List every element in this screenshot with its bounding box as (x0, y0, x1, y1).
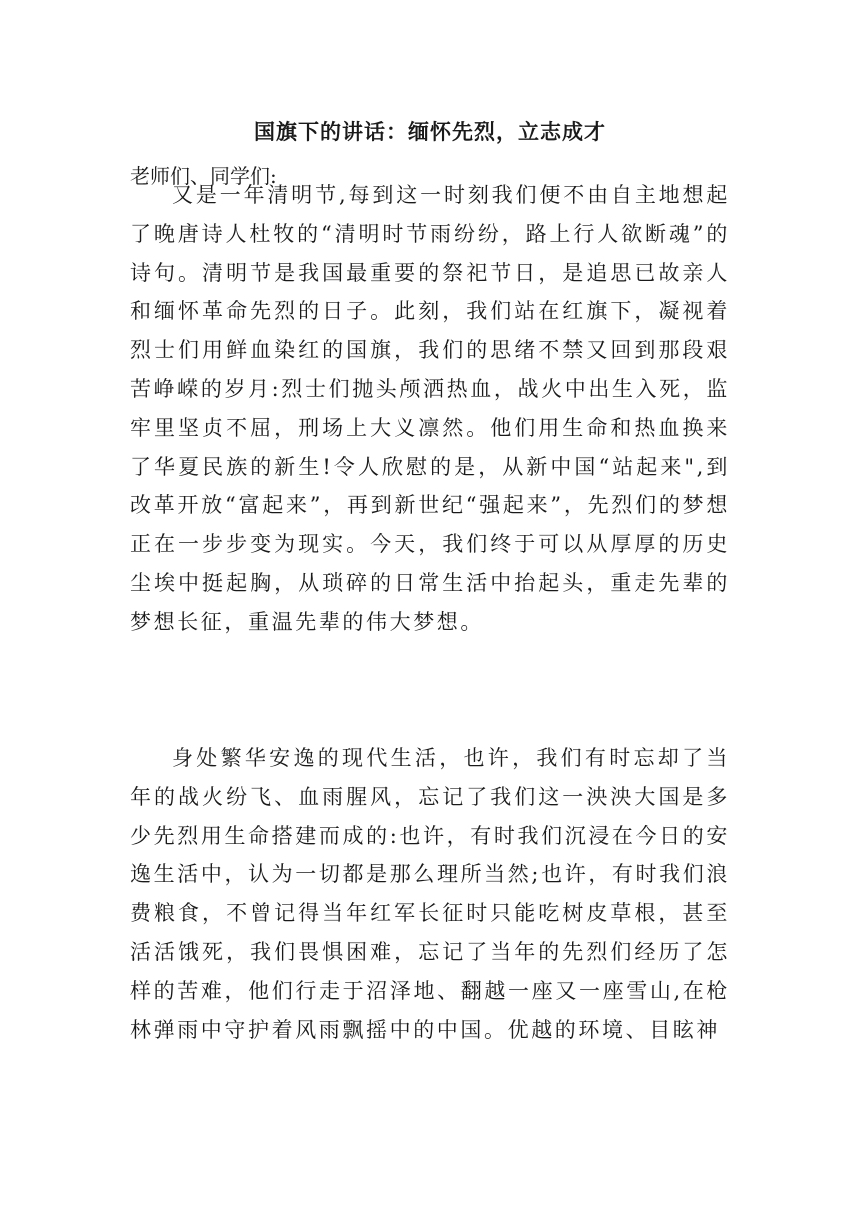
speech-title: 国旗下的讲话：缅怀先烈，立志成才 (254, 120, 606, 144)
paragraph-1: 又是一年清明节,每到这一时刻我们便不由自主地想起了晚唐诗人杜牧的“清明时节雨纷纷，路上行人欲断魂”的诗句。清明节是我国最重要的祭祀节日，是追思已故亲人和缅怀革命先烈的日子。此刻，我们站在红旗下，凝视着烈士们用鲜血染红的国旗，我们的思绪不禁又回到那段艰苦峥嵘的岁月:烈士们抛头颅洒热血，战火中出生入死，监牢里坚贞不屈，刑场上大义凛然。他们用生命和热血换来了华夏民族的新生!令人欣慰的是，从新中国“站起来",到改革开放“富起来”，再到新世纪“强起来”，先烈们的梦想正在一步步变为现实。今天，我们终于可以从厚厚的历史尘埃中挺起胸，从琐碎的日常生活中抬起头，重走先辈的梦想长征，重温先辈的伟大梦想。 (130, 183, 730, 634)
paragraph-2: 身处繁华安逸的现代生活，也许，我们有时忘却了当年的战火纷飞、血雨腥风，忘记了我们这一泱泱大国是多少先烈用生命搭建而成的:也许，有时我们沉浸在今日的安逸生活中，认为一切都是那么理所当然;也许，有时我们浪费粮食，不曾记得当年红军长征时只能吃树皮草根，甚至活活饿死，我们畏惧困难，忘记了当年的先烈们经历了怎样的苦难，他们行走于沼泽地、翻越一座又一座雪山,在枪林弹雨中守护着风雨飘摇中的中国。优越的环境、目眩神 (130, 746, 730, 1042)
salutation: 老师们、同学们: (130, 164, 277, 188)
